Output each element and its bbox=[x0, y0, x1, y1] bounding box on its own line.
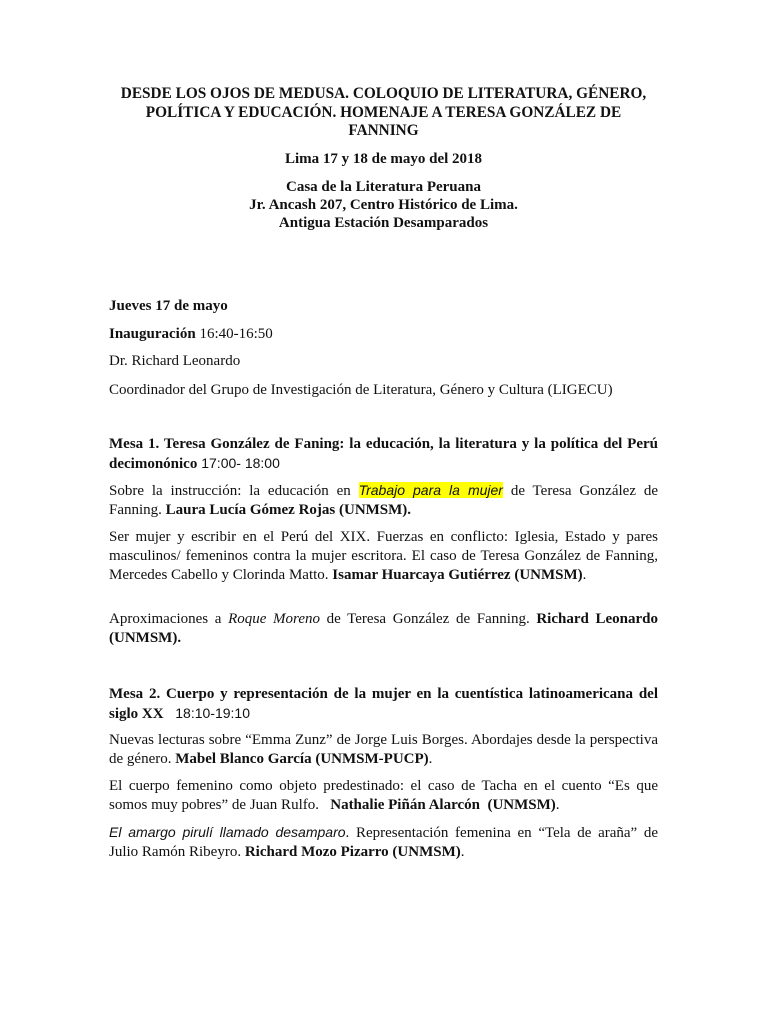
title-line: FANNING bbox=[348, 122, 419, 139]
talk-author: Mabel Blanco García (UNMSM-PUCP) bbox=[175, 751, 429, 767]
title-line: POLÍTICA Y EDUCACIÓN. HOMENAJE A TERESA GONZÁLEZ DE bbox=[145, 103, 622, 121]
venue-line: Jr. Ancash 207, Centro Histórico de Lima. bbox=[249, 197, 518, 213]
talk-text: de Teresa González de Fanning. bbox=[319, 611, 537, 627]
mesa2-heading bbox=[109, 685, 658, 724]
talk-text: . bbox=[428, 751, 433, 767]
event-dates: Lima 17 y 18 de mayo del 2018 bbox=[284, 151, 483, 167]
mesa1-heading bbox=[109, 435, 658, 474]
talk-text: El cuerpo femenino como objeto predestinado: el caso de Tacha en el cuento “Es que somos muy pobres” de Juan Rulfo. bbox=[109, 778, 662, 813]
mesa2-talk-3 bbox=[109, 823, 658, 862]
inauguration-time: 16:40-16:50 bbox=[195, 326, 273, 342]
mesa1-title: Mesa 1. Teresa González de Faning: la educación, la literatura y la política del Perú decimonónico bbox=[109, 436, 658, 472]
talk-author: Nathalie Piñán Alarcón (UNMSM) bbox=[330, 797, 556, 813]
venue-line: Antigua Estación Desamparados bbox=[278, 215, 489, 231]
talk-author: Isamar Huarcaya Gutiérrez (UNMSM) bbox=[332, 567, 583, 583]
mesa1-talk-1 bbox=[109, 481, 658, 520]
mesa2-time: 18:10-19:10 bbox=[163, 705, 250, 721]
mesa2-talk-2 bbox=[109, 777, 662, 815]
mesa1-talk-3 bbox=[109, 610, 658, 648]
document-title bbox=[109, 85, 658, 141]
talk-author: Richard Mozo Pizarro (UNMSM) bbox=[244, 844, 461, 860]
talk-text: . bbox=[460, 844, 465, 860]
title-line: DESDE LOS OJOS DE MEDUSA. COLOQUIO DE LITERATURA, GÉNERO, bbox=[120, 85, 647, 102]
book-title: Roque Moreno bbox=[228, 611, 320, 627]
essay-title: El amargo pirulí llamado desamparo bbox=[109, 824, 346, 840]
inauguration-role: Coordinador del Grupo de Investigación de Literatura, Género y Cultura (LIGECU) bbox=[109, 382, 613, 398]
talk-text: de Teresa González de Fanning. bbox=[109, 483, 658, 518]
talk-text: Ser mujer y escribir en el Perú del XIX. Fuerzas en conflicto: Iglesia, Estado y pares masculinos/ femeninos contra la mujer escritora. El caso de Teresa González de Fanning, Mercedes Cabello y Clorinda Matto. bbox=[109, 529, 658, 583]
inauguration-label: Inauguración bbox=[109, 326, 196, 342]
talk-author: Richard Leonardo (UNMSM). bbox=[109, 611, 658, 646]
mesa2-title: Mesa 2. Cuerpo y representación de la mujer en la cuentística latinoamericana del siglo XX bbox=[109, 686, 658, 722]
mesa1-time: 17:00- 18:00 bbox=[197, 455, 280, 471]
highlighted-book-title: Trabajo para la mujer bbox=[358, 482, 503, 498]
talk-text: Sobre la instrucción: la educación en bbox=[109, 483, 359, 499]
inauguration-speaker: Dr. Richard Leonardo bbox=[109, 353, 241, 369]
talk-text: Nuevas lecturas sobre “Emma Zunz” de Jorge Luis Borges. Abordajes desde la perspectiva de género. bbox=[109, 732, 658, 767]
talk-text: . bbox=[555, 797, 560, 813]
talk-text: . Representación femenina en “Tela de araña” de Julio Ramón Ribeyro. bbox=[109, 825, 659, 860]
inauguration-line bbox=[109, 325, 658, 344]
talk-text: Aproximaciones a bbox=[109, 611, 229, 627]
venue-block bbox=[109, 178, 658, 232]
mesa1-talk-2 bbox=[109, 528, 658, 585]
mesa2-talk-1 bbox=[109, 731, 658, 769]
venue-line: Casa de la Literatura Peruana bbox=[286, 179, 481, 195]
talk-author: Laura Lucía Gómez Rojas (UNMSM). bbox=[165, 502, 412, 518]
talk-text: . bbox=[582, 567, 587, 583]
day-heading: Jueves 17 de mayo bbox=[109, 298, 228, 314]
